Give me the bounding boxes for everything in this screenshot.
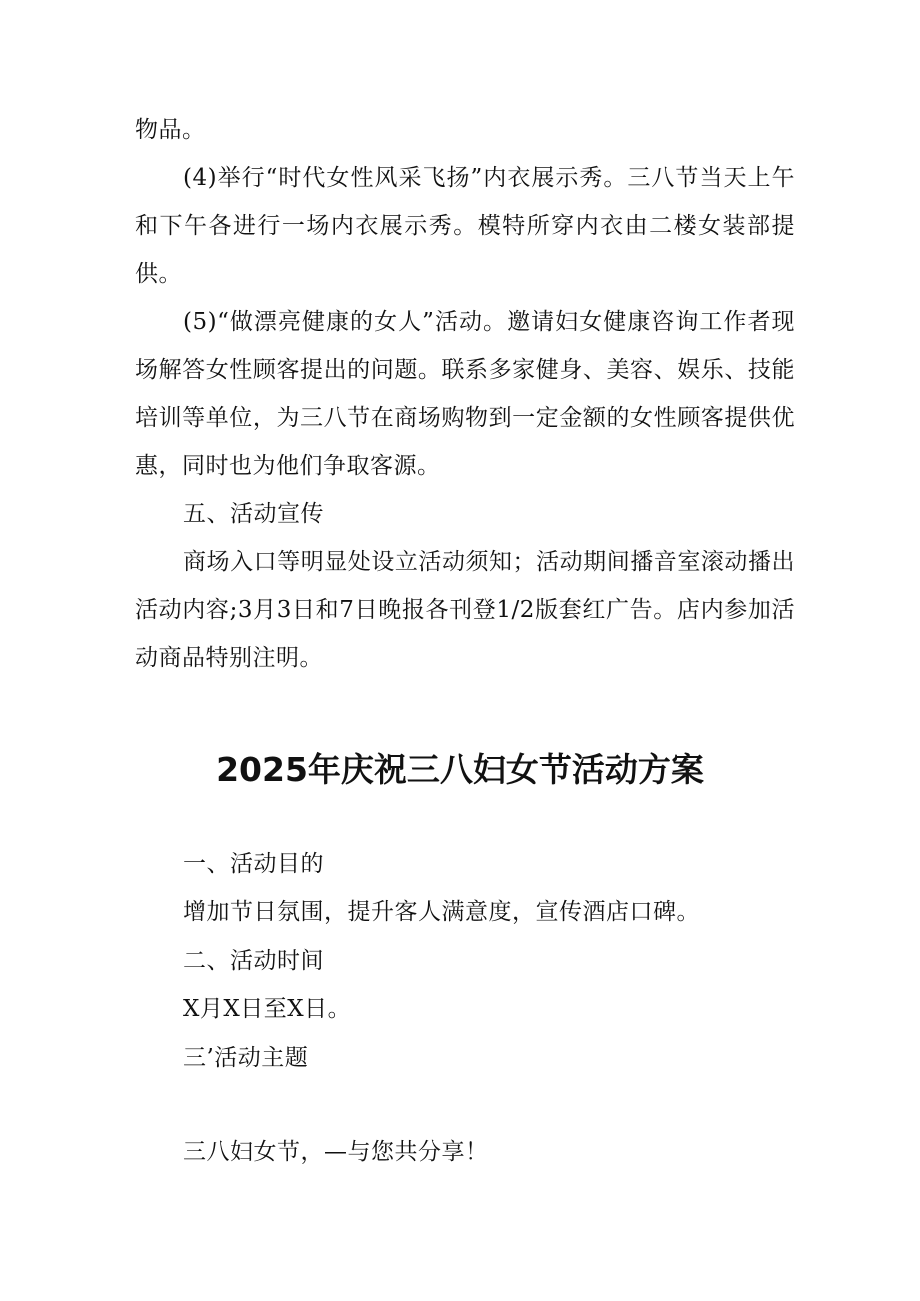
time-body: X月X日至X日。 bbox=[183, 996, 352, 1022]
goal-heading: 一、活动目的 bbox=[183, 851, 324, 877]
theme-heading: 三’活动主题 bbox=[183, 1045, 309, 1071]
top-section bbox=[135, 106, 795, 682]
time-heading: 二、活动时间 bbox=[183, 948, 324, 974]
section-5-body: 商场入口等明显处设立活动须知；活动期间播音室滚动播出活动内容;3月3日和7日晚报各刊登1/2版套红广告。店内参加活动商品特别注明。 bbox=[135, 549, 795, 671]
continuation-text: 物品。 bbox=[135, 117, 206, 143]
section-5-heading: 五、活动宣传 bbox=[183, 501, 324, 527]
document-title: 2025年庆祝三八妇女节活动方案 bbox=[216, 750, 704, 789]
theme-body: 三八妇女节，—与您共分享！ bbox=[183, 1139, 489, 1165]
item-5-paragraph: (5)“做漂亮健康的女人”活动。邀请妇女健康咨询工作者现场解答女性顾客提出的问题。联系多家健身、美容、娱乐、技能培训等单位，为三八节在商场购物到一定金额的女性顾客提供优惠，同时也为他们争取客源。 bbox=[135, 309, 795, 479]
goal-body: 增加节日氛围，提升客人满意度，宣传酒店口碑。 bbox=[183, 899, 700, 925]
item-4-paragraph: (4)举行“时代女性风采飞扬”内衣展示秀。三八节当天上午和下午各进行一场内衣展示秀。模特所穿内衣由二楼女装部提供。 bbox=[135, 165, 795, 287]
